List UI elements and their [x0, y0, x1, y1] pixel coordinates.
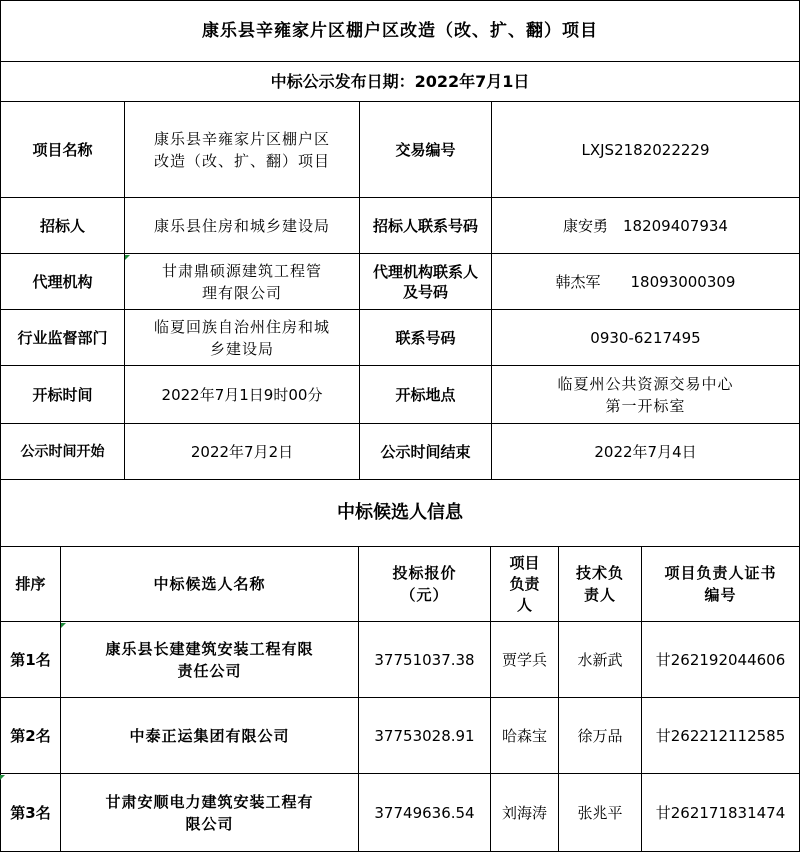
col-pm-header-line2: 负责	[509, 574, 540, 593]
agency-label: 代理机构	[0, 254, 125, 310]
candidate-1-pm: 贾学兵	[491, 622, 559, 698]
contact-value: 0930-6217495	[492, 310, 800, 366]
candidate-3-pm: 刘海涛	[491, 774, 559, 852]
announce-date: 中标公示发布日期：2022年7月1日	[0, 62, 800, 102]
col-price-header-line2: （元）	[400, 586, 449, 604]
pub-end-value: 2022年7月4日	[492, 424, 800, 480]
open-time-value: 2022年7月1日9时00分	[125, 366, 360, 424]
candidate-3-rank: 第3名	[0, 774, 61, 852]
col-pm-header	[491, 547, 559, 622]
tenderer-value: 康乐县住房和城乡建设局	[125, 198, 360, 254]
agency-contact-label-line2: 及号码	[402, 282, 448, 301]
candidates-heading: 中标候选人信息	[0, 480, 800, 547]
project-name-line2: 改造（改、扩、翻）项目	[153, 151, 330, 170]
candidate-2-name: 中泰正运集团有限公司	[61, 698, 359, 774]
candidate-3-name-line1: 甘肃安顺电力建筑安装工程有	[105, 792, 314, 811]
project-name-value	[125, 102, 360, 198]
open-place-line1: 临夏州公共资源交易中心	[557, 374, 734, 393]
supervisor-value	[125, 310, 360, 366]
open-place-value	[492, 366, 800, 424]
col-tech-header	[559, 547, 642, 622]
trade-no-value: LXJS2182022229	[492, 102, 800, 198]
tenderer-contact-label: 招标人联系号码	[360, 198, 492, 254]
supervisor-line2: 乡建设局	[209, 339, 274, 358]
candidate-2-price: 37753028.91	[359, 698, 491, 774]
col-tech-header-line2: 责人	[583, 586, 616, 604]
tenderer-label: 招标人	[0, 198, 125, 254]
contact-label: 联系号码	[360, 310, 492, 366]
project-name-line1: 康乐县辛雍家片区棚户区	[153, 129, 330, 148]
candidate-2-pm: 哈森宝	[491, 698, 559, 774]
candidate-3-name	[61, 774, 359, 852]
cell-comment-marker	[61, 623, 66, 628]
candidate-3-price: 37749636.54	[359, 774, 491, 852]
agency-contact-label-line1: 代理机构联系人	[372, 262, 478, 281]
col-cert-header	[642, 547, 800, 622]
candidate-2-rank: 第2名	[0, 698, 61, 774]
col-pm-header-line1: 项目	[509, 553, 540, 572]
candidate-1-price: 37751037.38	[359, 622, 491, 698]
agency-line2: 理有限公司	[201, 283, 282, 302]
cell-comment-marker	[125, 255, 130, 260]
candidate-1-rank: 第1名	[0, 622, 61, 698]
supervisor-label: 行业监督部门	[0, 310, 125, 366]
pub-start-value: 2022年7月2日	[125, 424, 360, 480]
candidate-3-cert: 甘262171831474	[642, 774, 800, 852]
candidate-1-name-line2: 责任公司	[177, 661, 242, 680]
trade-no-label: 交易编号	[360, 102, 492, 198]
candidate-1-name	[61, 622, 359, 698]
candidate-2-tech: 徐万品	[559, 698, 642, 774]
col-cert-header-line2: 编号	[704, 586, 737, 604]
candidate-3-tech: 张兆平	[559, 774, 642, 852]
cell-comment-marker	[0, 775, 5, 780]
open-place-line2: 第一开标室	[605, 396, 686, 415]
open-time-label: 开标时间	[0, 366, 125, 424]
candidate-1-tech: 水新武	[559, 622, 642, 698]
candidate-3-name-line2: 限公司	[185, 814, 234, 833]
col-cert-header-line1: 项目负责人证书	[664, 564, 777, 582]
tenderer-contact-value: 康安勇 18209407934	[492, 198, 800, 254]
col-pm-header-line3: 人	[516, 595, 532, 614]
project-name-label: 项目名称	[0, 102, 125, 198]
candidate-2-cert: 甘262212112585	[642, 698, 800, 774]
pub-start-label: 公示时间开始	[0, 424, 125, 480]
open-place-label: 开标地点	[360, 366, 492, 424]
agency-value	[125, 254, 360, 310]
col-price-header	[359, 547, 491, 622]
agency-contact-value: 韩杰军 18093000309	[492, 254, 800, 310]
candidate-1-name-line1: 康乐县长建建筑安装工程有限	[105, 639, 314, 658]
supervisor-line1: 临夏回族自治州住房和城	[153, 317, 330, 336]
candidate-1-cert: 甘262192044606	[642, 622, 800, 698]
agency-contact-label	[360, 254, 492, 310]
pub-end-label: 公示时间结束	[360, 424, 492, 480]
col-tech-header-line1: 技术负	[575, 564, 624, 582]
col-rank-header: 排序	[0, 547, 61, 622]
col-name-header: 中标候选人名称	[61, 547, 359, 622]
col-price-header-line1: 投标报价	[392, 564, 457, 582]
page-title: 康乐县辛雍家片区棚户区改造（改、扩、翻）项目	[0, 0, 800, 62]
agency-line1: 甘肃鼎硕源建筑工程管	[161, 261, 322, 280]
